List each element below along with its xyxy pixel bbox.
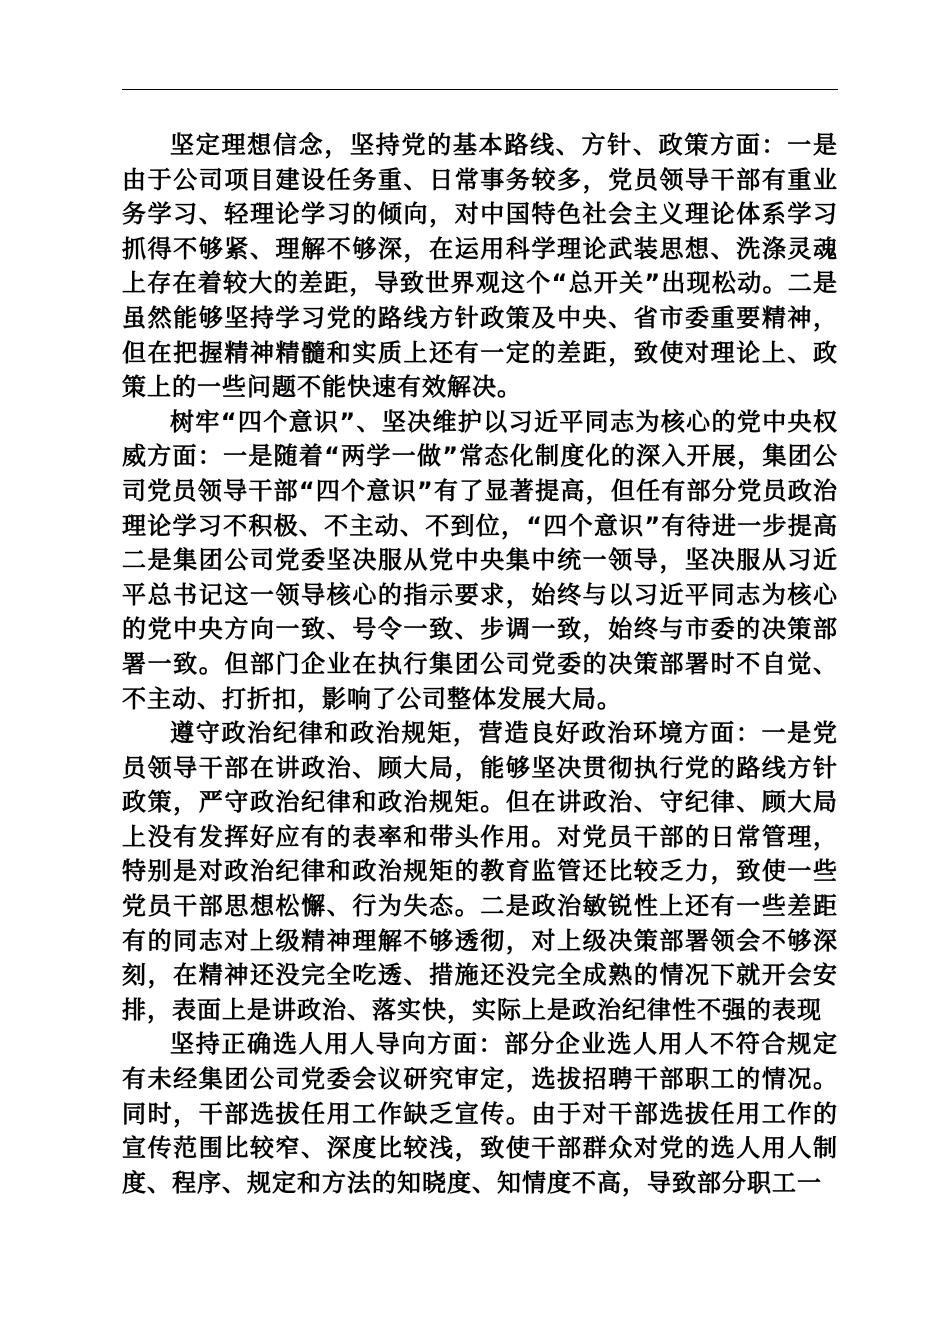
document-body [122,128,838,1200]
paragraph-ideals-beliefs: 坚定理想信念，坚持党的基本路线、方针、政策方面：一是由于公司项目建设任务重、日常事务较多，党员领导干部有重业务学习、轻理论学习的倾向，对中国特色社会主义理论体系学习抓得不够紧、理解不够深，在运用科学理论武装思想、洗涤灵魂上存在着较大的差距，导致世界观这个“总开关”出现松动。二是虽然能够坚持学习党的路线方针政策及中央、省市委重要精神，但在把握精神精髓和实质上还有一定的差距，致使对理论上、政策上的一些问题不能快速有效解决。 [122,131,838,402]
paragraph-four-consciousness: 树牢“四个意识”、坚决维护以习近平同志为核心的党中央权威方面：一是随着“两学一做”常态化制度化的深入开展，集团公司党员领导干部“四个意识”有了显著提高，但任有部分党员政治理论学习不积极、不主动、不到位，“四个意识”有待进一步提高二是集团公司党委坚决服从党中央集中统一领导，坚决服从习近平总书记这一领导核心的指示要求，始终与以习近平同志为核心的党中央方向一致、号令一致、步调一致，始终与市委的决策部署一致。但部门企业在执行集团公司党委的决策部署时不自觉、不主动、打折扣，影响了公司整体发展大局。 [122,407,838,713]
header-rule [122,89,838,90]
paragraph-political-discipline: 遵守政治纪律和政治规矩，营造良好政治环境方面：一是党员领导干部在讲政治、顾大局，能够坚决贯彻执行党的路线方针政策，严守政治纪律和政治规矩。但在讲政治、守纪律、顾大局上没有发挥好应有的表率和带头作用。对党员干部的日常管理，特别是对政治纪律和政治规矩的教育监管还比较乏力，致使一些党员干部思想松懈、行为失态。二是政治敏锐性上还有一些差距有的同志对上级精神理解不够透彻，对上级决策部署领会不够深刻，在精神还没完全吃透、措施还没完全成熟的情况下就开会安排，表面上是讲政治、落实快，实际上是政治纪律性不强的表现 [122,719,838,1024]
paragraph-personnel-selection: 坚持正确选人用人导向方面：部分企业选人用人不符合规定有未经集团公司党委会议研究审定，选拔招聘干部职工的情况。同时，干部选拔任用工作缺乏宣传。由于对干部选拔任用工作的宣传范围比较窄、深度比较浅，致使干部群众对党的选人用人制度、程序、规定和方法的知晓度、知情度不高，导致部分职工一 [122,1030,838,1197]
